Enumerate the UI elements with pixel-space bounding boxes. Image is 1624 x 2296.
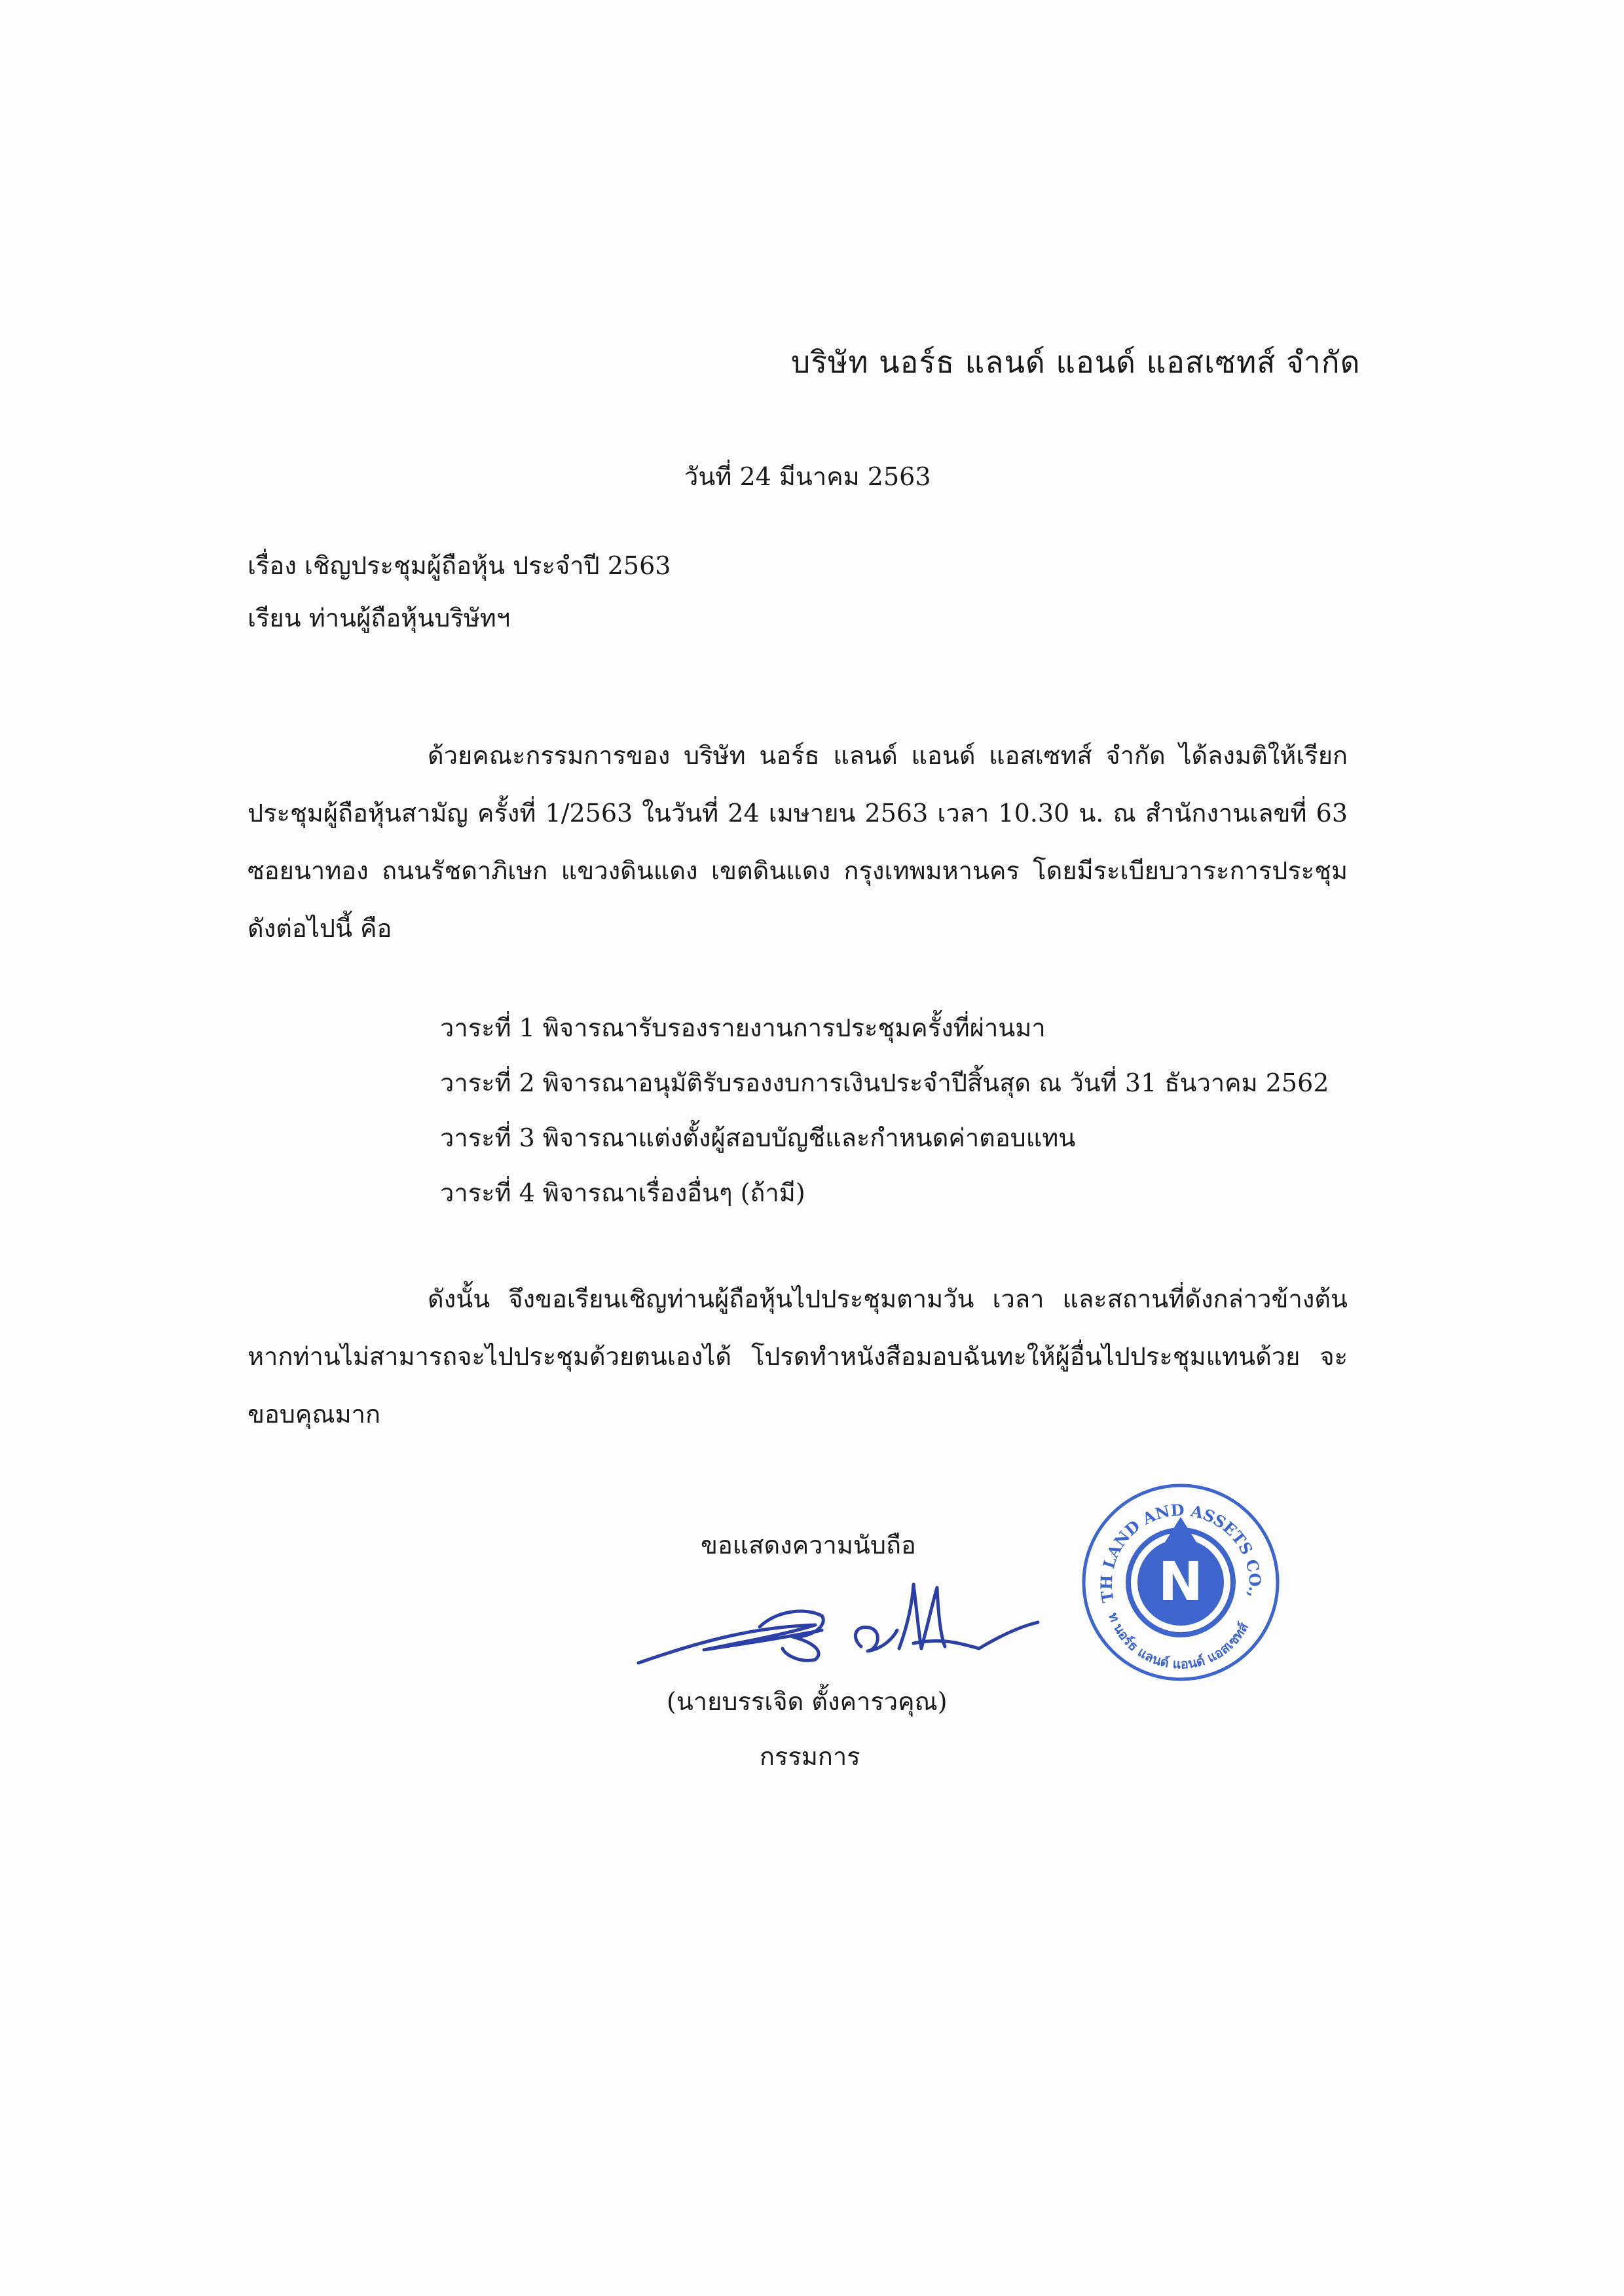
agenda-item: วาระที่ 2 พิจารณาอนุมัติรับรองงบการเงินประจำปีสิ้นสุด ณ วันที่ 31 ธันวาคม 2562 xyxy=(440,1068,1329,1097)
seal-text-en: TH LAND AND ASSETS CO., xyxy=(1096,1500,1265,1604)
invitation-paragraph: ด้วยคณะกรรมการของ บริษัท นอร์ธ แลนด์ แอนด์ แอสเซทส์ จำกัด ได้ลงมติให้เรียกประชุมผู้ถือหุ้นสามัญ ครั้งที่ 1/2563 ในวันที่ 24 เมษายน 2563 เวลา 10.30 น. ณ สำนักงานเลขที่ 63 ซอยนาทอง ถนนรัชดาภิเษก แขวงดินแดง เขตดินแดง กรุงเทพมหานคร โดยมีระเบียบวาระการประชุมดังต่อไปนี้ คือ xyxy=(248,741,1348,943)
agenda-item: วาระที่ 3 พิจารณาแต่งตั้งผู้สอบบัญชีและกำหนดค่าตอบแทน xyxy=(440,1123,1076,1152)
seal-monogram: N xyxy=(1158,1551,1204,1613)
company-seal xyxy=(1079,1481,1282,1684)
seal-text-th: ท นอร์ธ แลนด์ แอนด์ แอสเซทส์ xyxy=(1105,1610,1252,1672)
signatory-title: กรรมการ xyxy=(760,1742,860,1771)
handwritten-signature xyxy=(625,1565,1058,1676)
letter-date: วันที่ 24 มีนาคม 2563 xyxy=(684,462,931,491)
letter-subject: เรื่อง เชิญประชุมผู้ถือหุ้น ประจำปี 2563 xyxy=(248,551,671,580)
closing-paragraph: ดังนั้น จึงขอเรียนเชิญท่านผู้ถือหุ้นไปประชุมตามวัน เวลา และสถานที่ดังกล่าวข้างต้น หากท่านไม่สามารถจะไปประชุมด้วยตนเองได้ โปรดทำหนังสือมอบฉันทะให้ผู้อื่นไปประชุมแทนด้วย จะขอบคุณมาก xyxy=(248,1285,1348,1429)
letter-salutation: เรียน ท่านผู้ถือหุ้นบริษัทฯ xyxy=(248,604,511,632)
signatory-name: (นายบรรเจิด ตั้งคารวคุณ) xyxy=(667,1687,948,1716)
company-name: บริษัท นอร์ธ แลนด์ แอนด์ แอสเซทส์ จำกัด xyxy=(791,344,1361,380)
closing-phrase: ขอแสดงความนับถือ xyxy=(701,1531,916,1559)
agenda-list xyxy=(440,1000,1329,1220)
agenda-item: วาระที่ 4 พิจารณาเรื่องอื่นๆ (ถ้ามี) xyxy=(440,1178,805,1207)
company-seal-graphic xyxy=(1079,1481,1282,1684)
agenda-item: วาระที่ 1 พิจารณารับรองรายงานการประชุมครั้งที่ผ่านมา xyxy=(440,1013,1046,1042)
